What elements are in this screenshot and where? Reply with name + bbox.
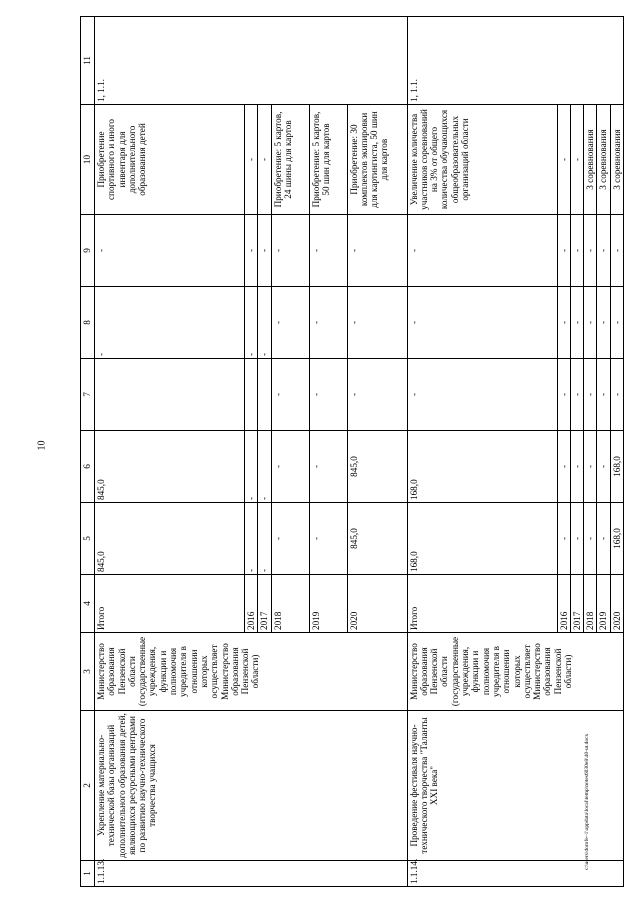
value-cell: - — [557, 431, 570, 503]
value-cell: - — [610, 359, 623, 431]
value-cell: 845,0 — [347, 503, 407, 575]
item-number: 1.1.13. — [95, 861, 408, 887]
year-cell: 2016 — [557, 575, 570, 633]
year-cell: 2019 — [309, 575, 347, 633]
header-cell: 3 — [81, 633, 95, 711]
header-cell: 11 — [81, 17, 95, 105]
value-cell: - — [347, 215, 407, 287]
item-name: Укрепление материально-технической базы организаций дополнительного образования детей, являющихся ресурсными центрами по развитию научно-технического творчества учащихся — [95, 711, 408, 861]
value-cell: - — [570, 431, 583, 503]
header-row — [81, 17, 95, 887]
value-cell: - — [271, 287, 309, 359]
value-cell: - — [258, 215, 271, 287]
value-cell: - — [597, 359, 610, 431]
year-cell: 2018 — [584, 575, 597, 633]
value-cell: - — [597, 287, 610, 359]
value-cell: - — [407, 215, 557, 287]
result-cell: Приобретение: 5 картов, 50 шин для картов — [309, 105, 347, 215]
header-cell: 8 — [81, 287, 95, 359]
value-cell: 168,0 — [407, 503, 557, 575]
result-cell: Приобретение спортивного и иного инвентаря для дополнительного образования детей — [95, 105, 245, 215]
value-cell: - — [347, 287, 407, 359]
value-cell: - — [407, 359, 557, 431]
indicator-code: 1, 1.1. — [407, 17, 623, 105]
value-cell: - — [584, 359, 597, 431]
item-executor: Министерство образования Пензенской области (государственные учреждения, функции и полномочия учредителя в отношении которых осуществляет Министерство образования Пензенской области) — [95, 633, 408, 711]
header-cell: 2 — [81, 711, 95, 861]
value-cell: - — [309, 287, 347, 359]
value-cell: - — [570, 503, 583, 575]
value-cell: - — [245, 431, 258, 503]
year-cell: 2019 — [597, 575, 610, 633]
value-cell: - — [584, 215, 597, 287]
item-executor: Министерство образования Пензенской области (государственные учреждения, функции и полномочия учредителя в отношении которых осуществляет Министерство образования Пензенской области) — [407, 633, 623, 711]
result-cell: 3 соревнования — [597, 105, 610, 215]
table-row — [407, 17, 557, 887]
value-cell: - — [584, 431, 597, 503]
value-cell: - — [570, 359, 583, 431]
value-cell: - — [557, 287, 570, 359]
value-cell: - — [309, 215, 347, 287]
year-cell: 2020 — [347, 575, 407, 633]
value-cell: - — [309, 359, 347, 431]
result-cell: - — [570, 105, 583, 215]
value-cell: - — [610, 287, 623, 359]
footer-file-path: c:\users\dorofe~1\appdata\local\temp\notes6030e8\40-ut.docx — [584, 733, 590, 870]
header-cell: 1 — [81, 861, 95, 887]
value-cell: - — [610, 215, 623, 287]
value-cell: 845,0 — [95, 503, 245, 575]
value-cell: - — [245, 215, 258, 287]
value-cell: - — [271, 431, 309, 503]
value-cell: 845,0 — [347, 431, 407, 503]
header-cell: 10 — [81, 105, 95, 215]
year-cell: Итого — [95, 575, 245, 633]
item-number: 1.1.14. — [407, 861, 623, 887]
value-cell: 168,0 — [407, 431, 557, 503]
year-cell: 2017 — [258, 575, 271, 633]
value-cell: - — [570, 287, 583, 359]
table-row — [95, 17, 245, 887]
value-cell: - — [95, 215, 245, 287]
value-cell: - — [557, 503, 570, 575]
value-cell: - — [557, 215, 570, 287]
header-cell: 6 — [81, 431, 95, 503]
value-cell: - — [597, 503, 610, 575]
value-cell: - — [347, 359, 407, 431]
result-cell: 3 соревнования — [610, 105, 623, 215]
result-cell: 3 соревнования — [584, 105, 597, 215]
value-cell — [245, 359, 258, 431]
item-name: Проведение фестиваля научно-технического творчества "Таланты XXI века" — [407, 711, 623, 861]
value-cell: 845,0 — [95, 431, 245, 503]
header-cell: 5 — [81, 503, 95, 575]
value-cell: - — [258, 431, 271, 503]
value-cell: - — [271, 215, 309, 287]
year-cell: 2016 — [245, 575, 258, 633]
value-cell: - — [245, 503, 258, 575]
year-cell: 2018 — [271, 575, 309, 633]
result-cell: Увеличение количества участников соревнований на 3% от общего количества обучающихся общеобразовательных организаций области — [407, 105, 557, 215]
value-cell: - — [407, 287, 557, 359]
value-cell: 168,0 — [610, 431, 623, 503]
value-cell: - — [271, 359, 309, 431]
value-cell: - — [584, 287, 597, 359]
value-cell: - — [597, 431, 610, 503]
value-cell: - — [95, 287, 245, 359]
value-cell: - — [245, 287, 258, 359]
value-cell: - — [309, 503, 347, 575]
value-cell — [258, 359, 271, 431]
value-cell: - — [570, 215, 583, 287]
year-cell: Итого — [407, 575, 557, 633]
program-measures-table — [80, 16, 624, 887]
value-cell: - — [309, 431, 347, 503]
value-cell: - — [258, 287, 271, 359]
result-cell: - — [557, 105, 570, 215]
year-cell: 2020 — [610, 575, 623, 633]
result-cell: Приобретение: 5 картов, 24 шины для картов — [271, 105, 309, 215]
value-cell: - — [258, 503, 271, 575]
value-cell — [95, 359, 245, 431]
result-cell: - — [245, 105, 258, 215]
value-cell: - — [557, 359, 570, 431]
value-cell: - — [597, 215, 610, 287]
result-cell: Приобретение: 30 комплектов экипировки для картингиста, 50 шин для картов — [347, 105, 407, 215]
result-cell: - — [258, 105, 271, 215]
year-cell: 2017 — [570, 575, 583, 633]
header-cell: 9 — [81, 215, 95, 287]
value-cell: - — [584, 503, 597, 575]
value-cell: 168,0 — [610, 503, 623, 575]
page-number: 10 — [36, 440, 48, 451]
header-cell: 4 — [81, 575, 95, 633]
header-cell: 7 — [81, 359, 95, 431]
value-cell: - — [271, 503, 309, 575]
indicator-code: 1, 1.1. — [95, 17, 408, 105]
